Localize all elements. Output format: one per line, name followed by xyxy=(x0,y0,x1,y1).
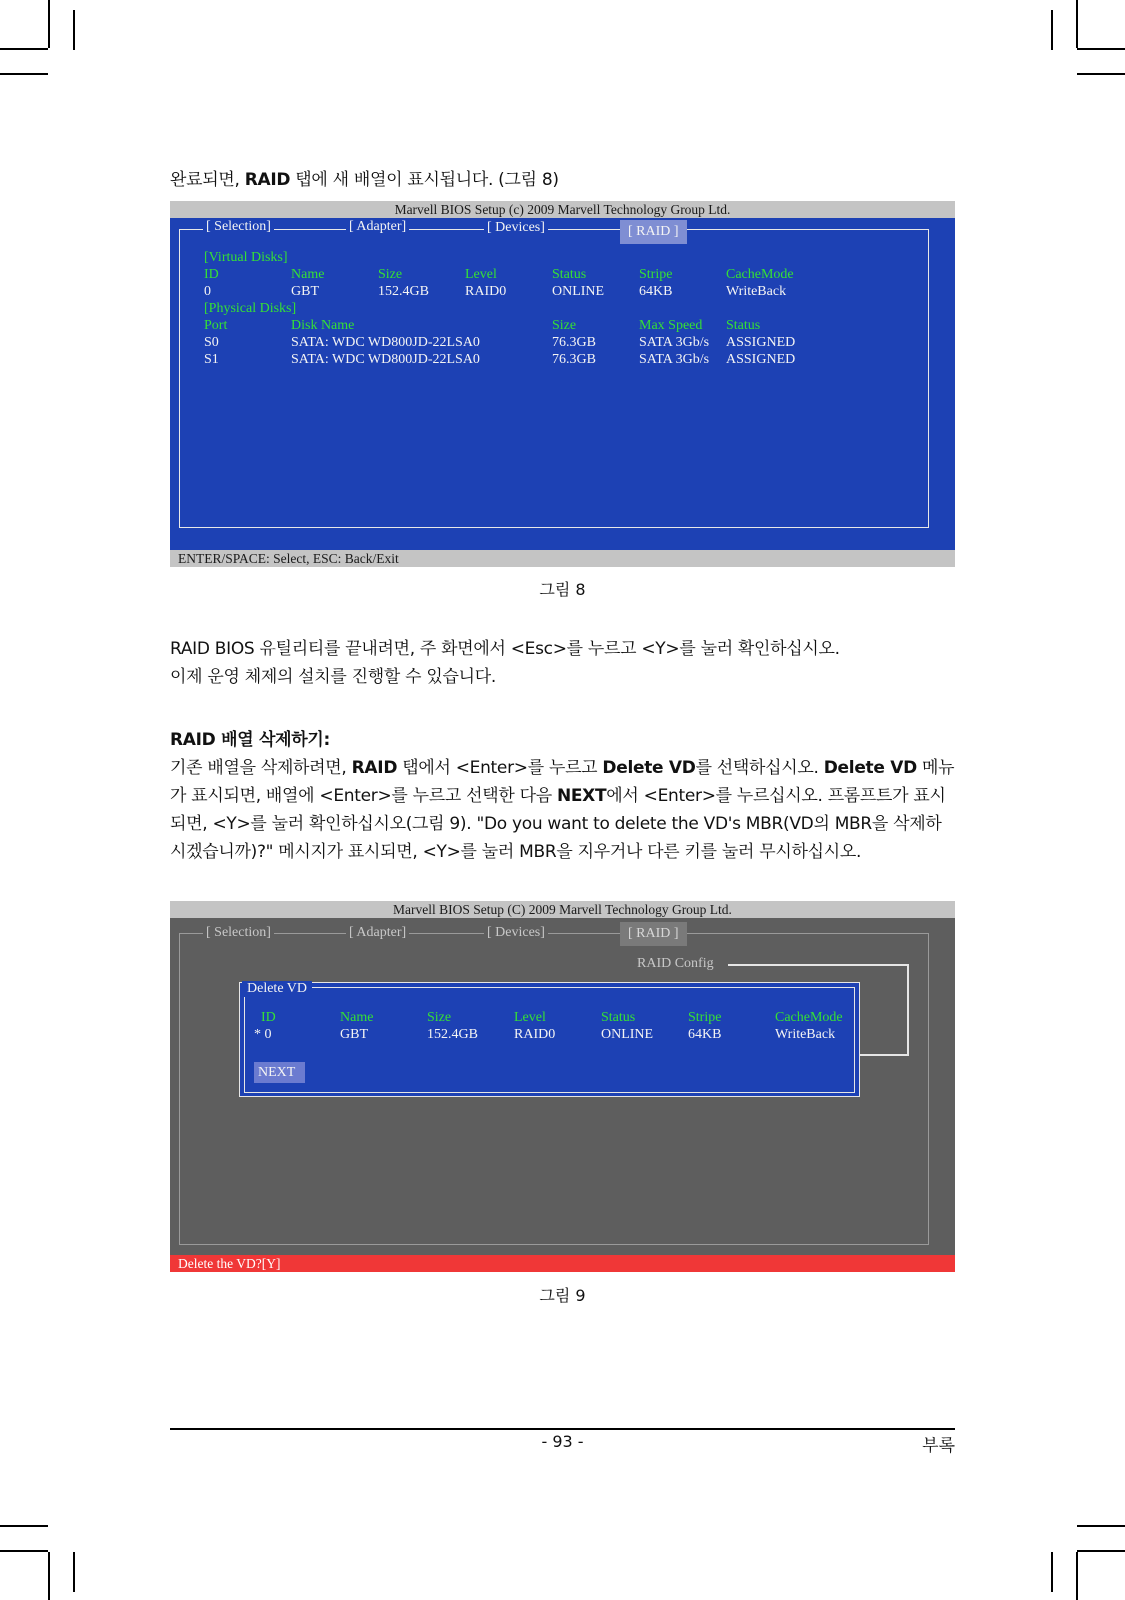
virtual-disks-heading: [Virtual Disks] xyxy=(204,250,288,265)
delete-confirm-prompt[interactable]: Delete the VD?[Y] xyxy=(170,1255,955,1272)
page-number: - 93 - xyxy=(541,1432,584,1451)
tab-raid[interactable]: [ RAID ] xyxy=(620,922,687,946)
col-size: Size xyxy=(552,318,577,333)
col-name: Name xyxy=(291,267,325,282)
col-level: Level xyxy=(514,1010,546,1025)
delete-instructions: 기존 배열을 삭제하려면, RAID 탭에서 <Enter>를 누르고 Delete VD를 선택하십시오. Delete VD 메뉴가 표시되면, 배열에 <Enter>를 누르고 선택한 다음 NEXT에서 <Enter>를 누르십시오. 프롬프트가 표시되면, <Y>를 눌러 확인하십시오(그림 9). "Do you want to delete the VD's MBR(VD의 MBR을 삭제하시겠습니까)?" 메시지가 표시되면, <Y>를 눌러 MBR을 지우거나 다른 키를 눌러 무시하십시오. xyxy=(170,758,955,862)
delete-vd-dialog: Delete VD ID Name Size Level Status Stripe CacheMode * 0 GBT 152.4GB RAID0 ONLINE 64KB WriteBack NEXT xyxy=(239,982,860,1097)
intro-text: 완료되면, RAID 탭에 새 배열이 표시됩니다. (그림 8) xyxy=(170,170,559,190)
exit-instructions: RAID BIOS 유틸리티를 끝내려면, 주 화면에서 <Esc>를 누르고 <Y>를 눌러 확인하십시오. 이제 운영 체제의 설치를 진행할 수 있습니다. xyxy=(170,639,840,687)
next-button[interactable]: NEXT xyxy=(254,1062,305,1083)
bios-main-area xyxy=(170,918,955,1255)
bios-title-bar: Marvell BIOS Setup (C) 2009 Marvell Technology Group Ltd. xyxy=(170,901,955,918)
section-label: 부록 xyxy=(922,1436,955,1456)
physical-disks-heading: [Physical Disks] xyxy=(204,301,297,316)
bios-screen-raid xyxy=(170,201,955,567)
col-disk-name: Disk Name xyxy=(291,318,355,333)
tab-devices[interactable]: [ Devices] xyxy=(484,925,548,941)
footer-rule xyxy=(170,1428,955,1430)
col-status: Status xyxy=(552,267,587,282)
col-status: Status xyxy=(726,318,761,333)
figure-caption-8: 그림 8 xyxy=(539,580,586,599)
col-level: Level xyxy=(465,267,497,282)
tab-adapter[interactable]: [ Adapter] xyxy=(346,219,409,235)
dialog-title: Delete VD xyxy=(242,981,312,997)
col-cachemode: CacheMode xyxy=(775,1010,843,1025)
col-port: Port xyxy=(204,318,228,333)
tab-selection[interactable]: [ Selection] xyxy=(203,925,274,941)
raid-config-label: RAID Config xyxy=(637,956,714,971)
section-heading: RAID 배열 삭제하기: xyxy=(170,730,330,750)
bios-title-bar: Marvell BIOS Setup (c) 2009 Marvell Technology Group Ltd. xyxy=(170,201,955,218)
col-cachemode: CacheMode xyxy=(726,267,794,282)
col-id: ID xyxy=(204,267,219,282)
col-status: Status xyxy=(601,1010,636,1025)
col-stripe: Stripe xyxy=(639,267,673,282)
col-size: Size xyxy=(427,1010,452,1025)
col-name: Name xyxy=(340,1010,374,1025)
col-id: ID xyxy=(261,1010,276,1025)
tab-raid[interactable]: [ RAID ] xyxy=(620,220,687,244)
bios-screen-delete-vd xyxy=(170,901,955,1273)
col-stripe: Stripe xyxy=(688,1010,722,1025)
tab-devices[interactable]: [ Devices] xyxy=(484,220,548,236)
col-max-speed: Max Speed xyxy=(639,318,703,333)
tab-adapter[interactable]: [ Adapter] xyxy=(346,925,409,941)
col-size: Size xyxy=(378,267,403,282)
bios-main-area: [ Selection] [ Adapter] [ Devices] [ RAID ] [Virtual Disks] ID Name Size Level Status Stripe CacheMode 0 GBT 152.4GB RAID0 ONLINE 64KB WriteBack [Physical Disks] Port Disk Name Size Max Speed Status S0 SATA: WDC WD800JD-22LSA0 76.3GB SATA 3Gb/s ASSIGNED S1 SATA: WDC WD800JD-22LSA0 76.3GB SATA 3Gb/s ASSIGNED xyxy=(170,218,955,550)
figure-caption-9: 그림 9 xyxy=(539,1286,586,1305)
tab-selection[interactable]: [ Selection] xyxy=(203,219,274,235)
bios-help-bar: ENTER/SPACE: Select, ESC: Back/Exit xyxy=(170,550,955,567)
